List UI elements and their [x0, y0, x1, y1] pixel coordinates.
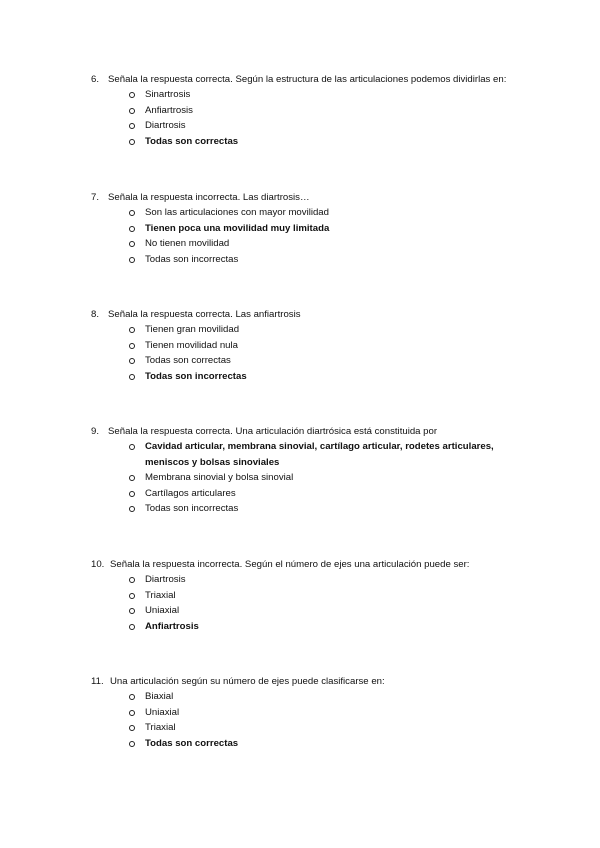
- option-item[interactable]: [0, 118, 600, 134]
- circle-bullet-icon: [129, 123, 135, 129]
- circle-bullet-icon: [129, 374, 135, 380]
- option-text: Todas son incorrectas: [145, 253, 239, 265]
- circle-bullet-icon: [129, 327, 135, 333]
- option-text: Todas son incorrectas: [145, 503, 239, 514]
- option-text: Uniaxial: [145, 605, 180, 616]
- question-11: [0, 674, 600, 751]
- option-item[interactable]: [0, 103, 600, 119]
- question-header: [0, 190, 600, 205]
- option-item[interactable]: [0, 501, 600, 517]
- option-text: Anfiartrosis: [145, 620, 199, 632]
- option-item[interactable]: [0, 322, 600, 338]
- option-text: Tienen gran movilidad: [145, 324, 240, 335]
- question-10: [0, 557, 600, 634]
- option-text: Anfiartrosis: [145, 104, 193, 116]
- circle-bullet-icon: [129, 491, 135, 497]
- question-number: 10.: [91, 559, 105, 570]
- option-text: Cartílagos articulares: [145, 487, 236, 499]
- question-text: Señala la respuesta correcta. Según la estructura de las articulaciones podemos dividirlas en:: [108, 74, 507, 85]
- option-item[interactable]: [0, 486, 600, 502]
- option-text: Son las articulaciones con mayor movilidad: [145, 207, 329, 218]
- option-list: [0, 322, 600, 384]
- option-item[interactable]: [0, 689, 600, 705]
- question-6: [0, 72, 600, 149]
- option-item[interactable]: [0, 87, 600, 103]
- option-item[interactable]: [0, 353, 600, 369]
- option-list: [0, 205, 600, 267]
- option-item[interactable]: [0, 252, 600, 268]
- question-7: [0, 190, 600, 267]
- option-text: Todas son correctas: [145, 355, 231, 366]
- circle-bullet-icon: [129, 475, 135, 481]
- option-item[interactable]: [0, 205, 600, 221]
- circle-bullet-icon: [129, 593, 135, 599]
- circle-bullet-icon: [129, 226, 135, 232]
- option-text: Membrana sinovial y bolsa sinovial: [145, 472, 294, 483]
- question-text: Una articulación según su número de ejes puede clasificarse en:: [110, 676, 385, 687]
- option-item[interactable]: [0, 705, 600, 721]
- option-item[interactable]: [0, 369, 600, 385]
- option-item[interactable]: [0, 619, 600, 635]
- question-header: [0, 674, 600, 689]
- option-item[interactable]: [0, 439, 600, 470]
- circle-bullet-icon: [129, 108, 135, 114]
- circle-bullet-icon: [129, 741, 135, 747]
- circle-bullet-icon: [129, 210, 135, 216]
- circle-bullet-icon: [129, 624, 135, 630]
- option-item[interactable]: [0, 588, 600, 604]
- circle-bullet-icon: [129, 92, 135, 98]
- option-item[interactable]: [0, 603, 600, 619]
- question-number: 7.: [91, 192, 100, 203]
- circle-bullet-icon: [129, 257, 135, 263]
- question-text: Señala la respuesta incorrecta. Según el número de ejes una articulación puede ser:: [110, 559, 470, 570]
- question-number: 8.: [91, 309, 100, 320]
- circle-bullet-icon: [129, 358, 135, 364]
- circle-bullet-icon: [129, 710, 135, 716]
- option-item[interactable]: [0, 134, 600, 150]
- circle-bullet-icon: [129, 506, 135, 512]
- circle-bullet-icon: [129, 725, 135, 731]
- question-header: [0, 557, 600, 572]
- option-item[interactable]: [0, 221, 600, 237]
- circle-bullet-icon: [129, 577, 135, 583]
- option-text: Tienen poca una movilidad muy limitada: [145, 222, 330, 234]
- option-list: [0, 572, 600, 634]
- option-text: Diartrosis: [145, 120, 186, 131]
- question-9: [0, 424, 600, 517]
- option-list: [0, 87, 600, 149]
- option-text: Diartrosis: [145, 574, 186, 585]
- option-item[interactable]: [0, 720, 600, 736]
- question-header: [0, 307, 600, 322]
- option-text: Biaxial: [145, 691, 174, 702]
- option-text: Triaxial: [145, 589, 176, 601]
- option-text: Triaxial: [145, 722, 176, 733]
- circle-bullet-icon: [129, 343, 135, 349]
- circle-bullet-icon: [129, 694, 135, 700]
- option-item[interactable]: [0, 470, 600, 486]
- option-text: Cavidad articular, membrana sinovial, cartílago articular, rodetes articulares, meniscos y bolsas sinoviales: [145, 441, 494, 468]
- question-text: Señala la respuesta incorrecta. Las diartrosis…: [108, 192, 310, 203]
- circle-bullet-icon: [129, 241, 135, 247]
- option-text: Todas son correctas: [145, 135, 239, 147]
- option-list: [0, 689, 600, 751]
- option-text: Tienen movilidad nula: [145, 339, 238, 351]
- question-8: [0, 307, 600, 384]
- question-header: [0, 424, 600, 439]
- question-text: Señala la respuesta correcta. Las anfiartrosis: [108, 309, 301, 320]
- option-item[interactable]: [0, 736, 600, 752]
- option-text: Todas son correctas: [145, 737, 239, 749]
- circle-bullet-icon: [129, 139, 135, 145]
- option-text: No tienen movilidad: [145, 238, 230, 249]
- option-list: [0, 439, 600, 517]
- option-item[interactable]: [0, 338, 600, 354]
- option-item[interactable]: [0, 572, 600, 588]
- question-number: 11.: [91, 676, 104, 687]
- option-text: Sinartrosis: [145, 89, 191, 100]
- circle-bullet-icon: [129, 444, 135, 450]
- question-header: [0, 72, 600, 87]
- option-text: Todas son incorrectas: [145, 370, 247, 382]
- question-number: 6.: [91, 74, 100, 85]
- option-text: Uniaxial: [145, 706, 180, 718]
- option-item[interactable]: [0, 236, 600, 252]
- question-text: Señala la respuesta correcta. Una articulación diartrósica está constituida por: [108, 426, 438, 437]
- circle-bullet-icon: [129, 608, 135, 614]
- question-number: 9.: [91, 426, 100, 437]
